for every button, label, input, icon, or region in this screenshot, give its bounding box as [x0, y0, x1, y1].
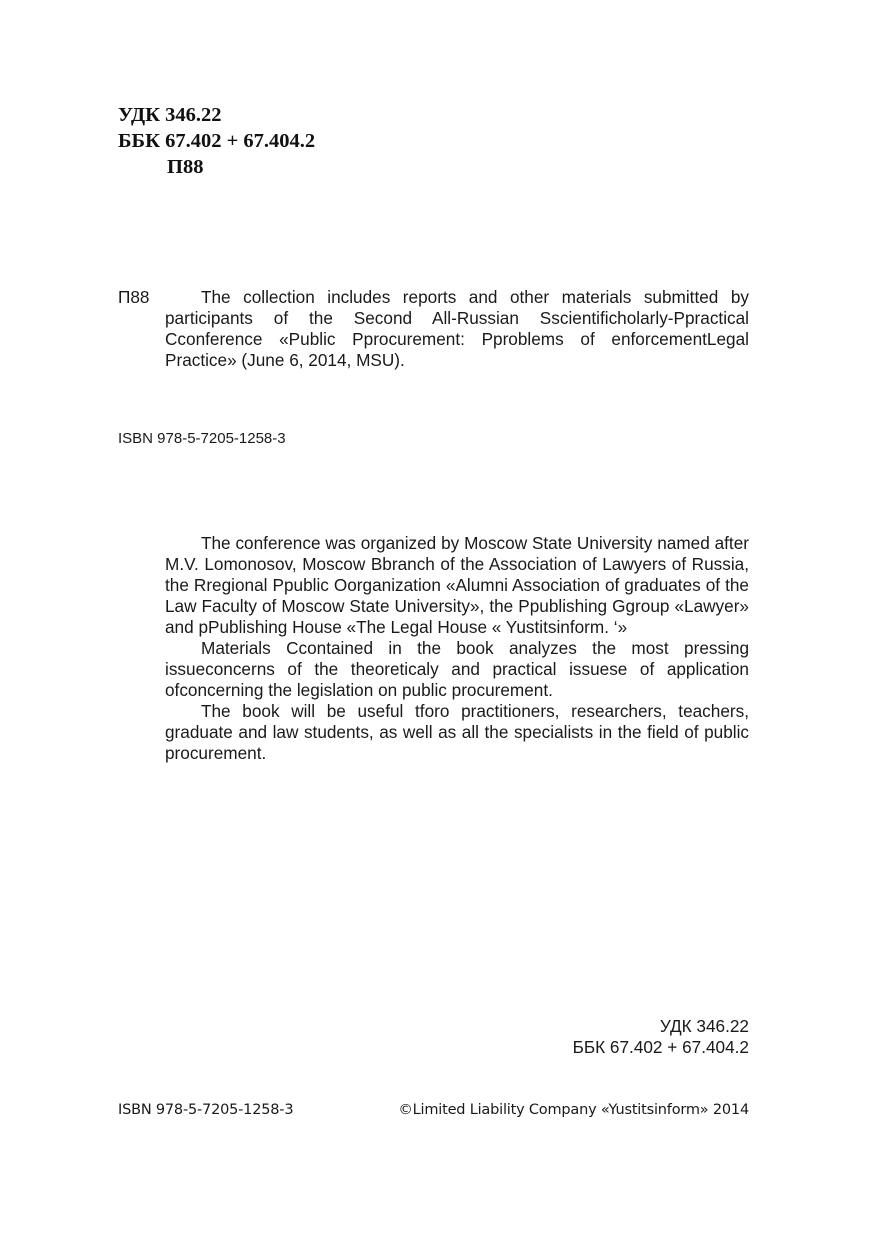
udk-code-bottom: УДК 346.22	[659, 1016, 749, 1036]
summary-author-mark: П88	[118, 287, 150, 307]
classification-header	[118, 102, 315, 180]
author-mark: П88	[167, 156, 204, 178]
udk-code: УДК 346.22	[118, 104, 222, 126]
summary-body: The collection includes reports and other materials submitted by participants of the Second All-Russian Sscientificholarly-Ppractical Cconference «Public Pprocurement: Pproblems of enforcementLegal Practice» (June 6, 2014, MSU).	[165, 287, 749, 370]
summary-text	[165, 287, 749, 371]
bbk-code: ББК 67.402 + 67.404.2	[118, 130, 316, 152]
annotation	[165, 533, 749, 764]
copyright-notice: ©Limited Liability Company «Yustitsinform» 2014	[398, 1102, 749, 1118]
footer-isbn: ISBN 978-5-7205-1258-3	[118, 1102, 294, 1118]
bbk-code-bottom: ББК 67.402 + 67.404.2	[572, 1037, 749, 1057]
classification-footer	[540, 1016, 749, 1058]
annotation-paragraph: The conference was organized by Moscow State University named after M.V. Lomonosov, Moscow Bbranch of the Association of Lawyers of Russia, the Rregional Ppublic Oorganization «Alumni Association of graduates of the Law Faculty of Moscow State University», the Ppublishing Ggroup «Lawyer» and pPublishing House «The Legal House « Yustitsinform. ‘»	[165, 533, 749, 637]
annotation-paragraph: Materials Ccontained in the book analyzes the most pressing issueconcerns of the theoreticaly and practical issuese of application ofconcerning the legislation on public procurement.	[165, 638, 749, 700]
annotation-paragraph: The book will be useful tforo practitioners, researchers, teachers, graduate and law students, as well as all the specialists in the field of public procurement.	[165, 701, 749, 763]
isbn-number: ISBN 978-5-7205-1258-3	[118, 430, 286, 447]
